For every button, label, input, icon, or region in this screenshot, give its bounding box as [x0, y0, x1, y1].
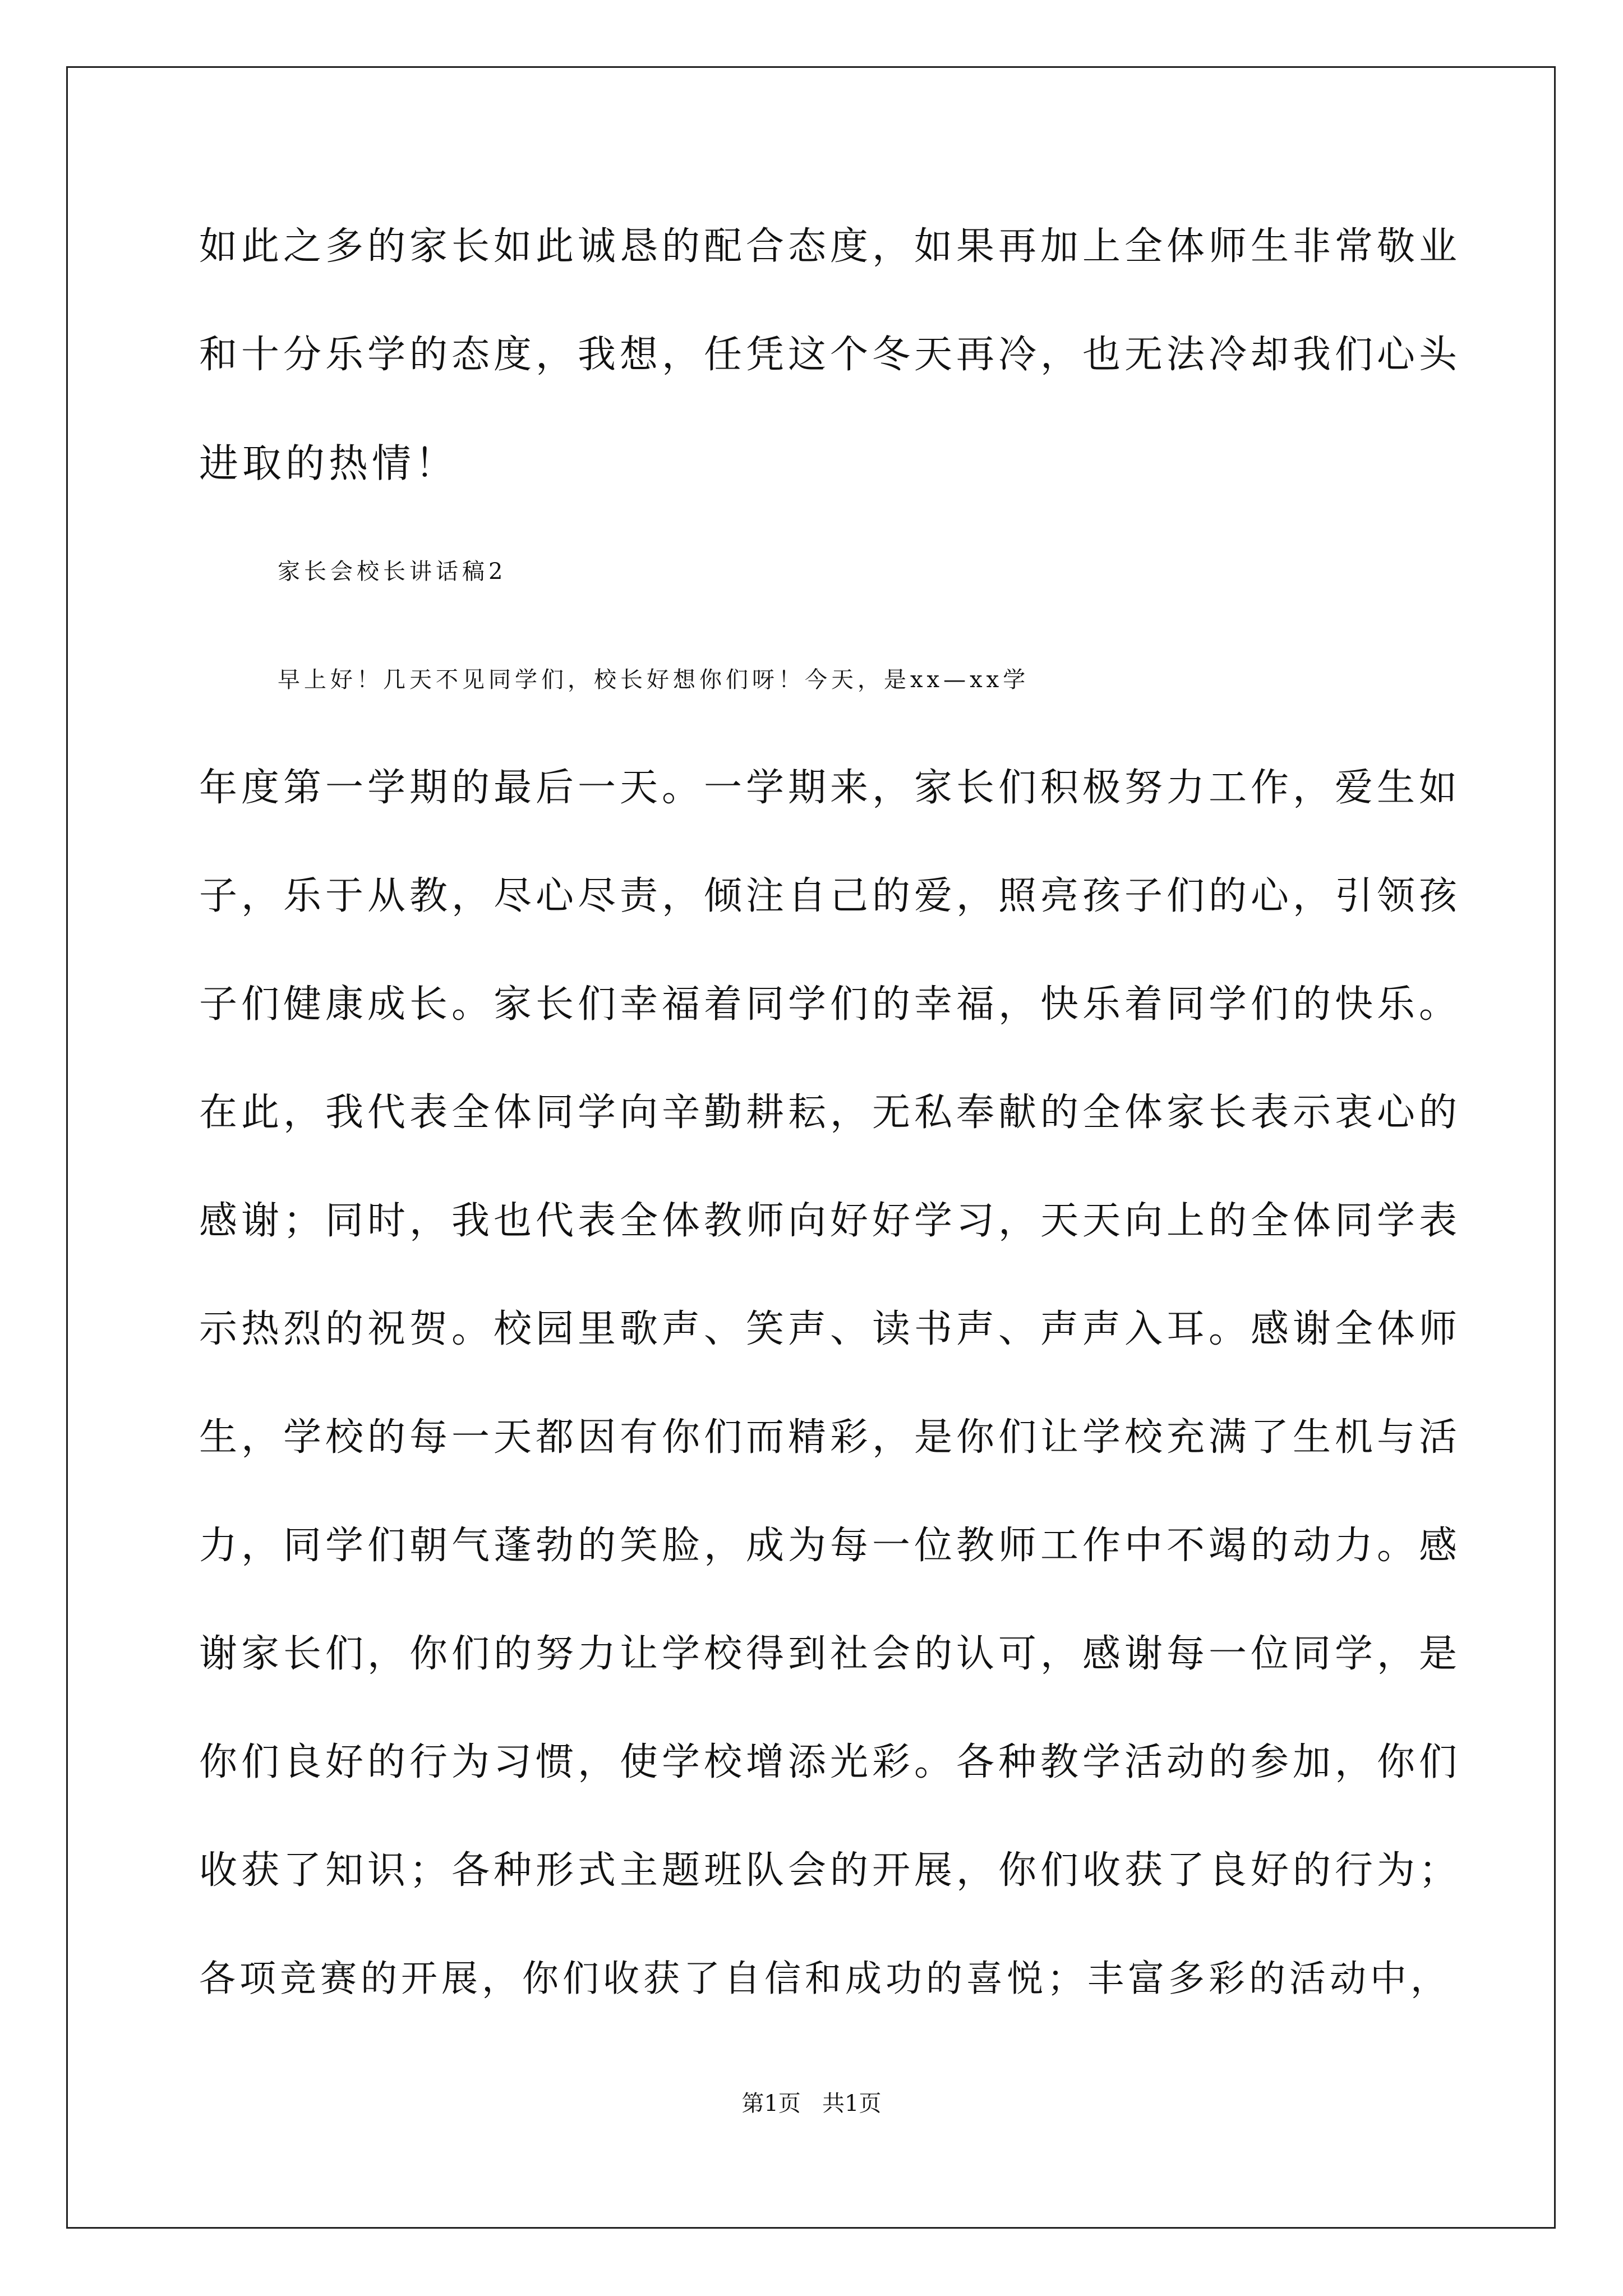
body-line: 感谢；同时，我也代表全体教师向好好学习，天天向上的全体同学表 [199, 1199, 1461, 1243]
body-line: 谢家长们，你们的努力让学校得到社会的认可，感谢每一位同学，是 [199, 1632, 1461, 1676]
body-line: 力，同学们朝气蓬勃的笑脸，成为每一位教师工作中不竭的动力。感 [199, 1524, 1461, 1568]
body-line: 示热烈的祝贺。校园里歌声、笑声、读书声、声声入耳。感谢全体师 [199, 1307, 1461, 1351]
body-line: 子们健康成长。家长们幸福着同学们的幸福，快乐着同学们的快乐。 [199, 982, 1461, 1027]
body-line: 生，学校的每一天都因有你们而精彩，是你们让学校充满了生机与活 [199, 1415, 1461, 1460]
page-footer: 第1页 共1页 [741, 2091, 882, 2116]
body-line: 各项竞赛的开展，你们收获了自信和成功的喜悦；丰富多彩的活动中， [199, 1958, 1451, 2000]
body-line: 子，乐于从教，尽心尽责，倾注自己的爱，照亮孩子们的心，引领孩 [199, 874, 1461, 918]
body-line: 如此之多的家长如此诚恳的配合态度，如果再加上全体师生非常敬业 [199, 224, 1461, 269]
section-heading: 家长会校长讲话稿2 [278, 559, 507, 585]
body-line: 进取的热情！ [199, 440, 458, 486]
body-line: 收获了知识；各种形式主题班队会的开展，你们收获了良好的行为； [199, 1848, 1461, 1893]
body-line: 早上好！几天不见同学们，校长好想你们呀！今天，是xx—xx学 [278, 667, 1030, 693]
body-line: 和十分乐学的态度，我想，任凭这个冬天再冷，也无法冷却我们心头 [199, 333, 1461, 377]
body-line: 你们良好的行为习惯，使学校增添光彩。各种教学活动的参加，你们 [199, 1740, 1461, 1784]
body-line: 在此，我代表全体同学向辛勤耕耘，无私奉献的全体家长表示衷心的 [199, 1091, 1461, 1135]
body-line: 年度第一学期的最后一天。一学期来，家长们积极努力工作，爱生如 [199, 766, 1461, 810]
